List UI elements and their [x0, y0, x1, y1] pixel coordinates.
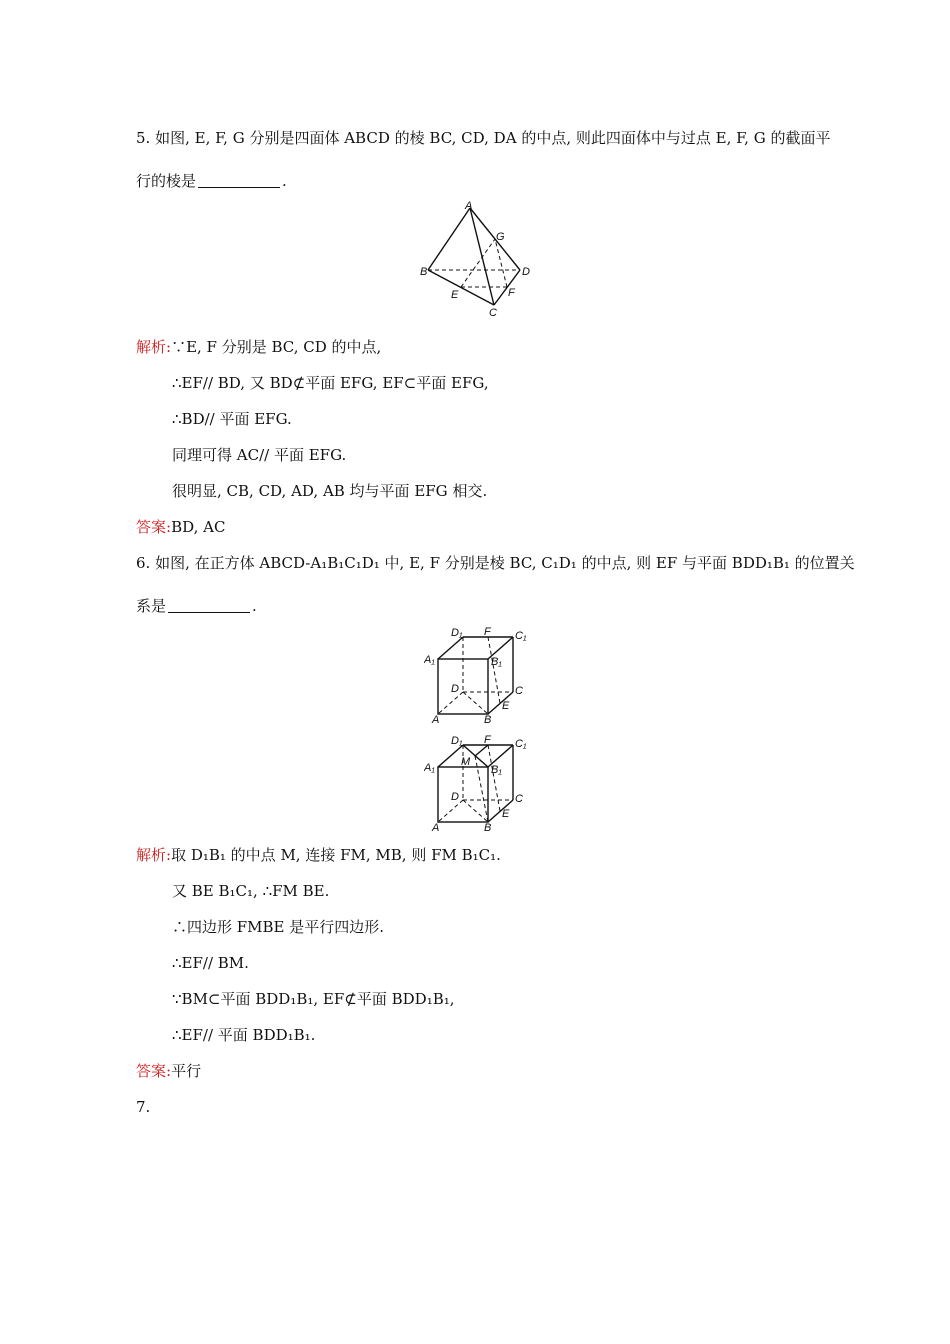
label-E: E	[451, 289, 459, 301]
q5-solution-text: ∵E, F 分别是 BC, CD 的中点,	[171, 338, 382, 356]
q6-solution-line3: ∴四边形 FMBE 是平行四边形.	[172, 918, 385, 936]
label-D: D	[522, 266, 530, 278]
label-B: B	[420, 266, 428, 278]
label-F: F	[484, 626, 491, 638]
q6-cube-figure-1	[424, 622, 534, 730]
label-G: G	[496, 231, 505, 243]
label-D: D	[451, 683, 459, 695]
q6-stem-line1: 6. 如图, 在正方体 ABCD-A₁B₁C₁D₁ 中, E, F 分别是棱 BC, C₁D₁ 的中点, 则 EF 与平面 BDD₁B₁ 的位置关	[136, 554, 855, 572]
q6-answer-label: 答案:	[136, 1062, 172, 1080]
q5-answer-value: BD, AC	[171, 518, 226, 536]
q5-solution-line3: ∴BD// 平面 EFG.	[172, 410, 292, 428]
label-A1: A₁	[424, 762, 435, 774]
label-D: D	[451, 791, 459, 803]
q5-solution-line1	[136, 337, 381, 357]
q6-solution-line4: ∴EF// BM.	[172, 954, 249, 972]
q5-solution-label: 解析:	[136, 338, 172, 356]
q6-solution-text: 取 D₁B₁ 的中点 M, 连接 FM, MB, 则 FM B₁C₁.	[171, 846, 501, 864]
q5-stem-period: .	[282, 172, 287, 190]
q6-stem-line2	[136, 596, 257, 616]
q5-answer-blank	[198, 173, 280, 188]
label-B: B	[484, 714, 492, 726]
q6-solution-line1	[136, 845, 501, 865]
q5-tetrahedron-figure	[418, 198, 534, 324]
label-D1: D₁	[451, 735, 463, 747]
label-C1: C₁	[515, 630, 527, 642]
q5-stem-line2	[136, 171, 287, 191]
q5-stem-text: 行的棱是	[136, 172, 197, 190]
label-A1: A₁	[424, 654, 435, 666]
label-C1: C₁	[515, 738, 527, 750]
q6-solution-line2: 又 BE B₁C₁, ∴FM BE.	[172, 882, 330, 900]
q5-answer-label: 答案:	[136, 518, 172, 536]
q5-solution-line2: ∴EF// BD, 又 BD⊄平面 EFG, EF⊂平面 EFG,	[172, 374, 489, 392]
q6-answer-blank	[168, 598, 250, 613]
label-B1: B₁	[491, 656, 502, 668]
q6-solution-label: 解析:	[136, 846, 172, 864]
q6-stem-period: .	[252, 597, 257, 615]
label-E: E	[502, 808, 510, 820]
label-C: C	[515, 793, 523, 805]
label-F: F	[484, 734, 491, 746]
label-C: C	[515, 685, 523, 697]
q5-answer	[136, 517, 225, 537]
label-E: E	[502, 700, 510, 712]
q5-solution-line4: 同理可得 AC// 平面 EFG.	[172, 446, 347, 464]
q6-cube-figure-2	[424, 730, 534, 840]
q6-solution-line6: ∴EF// 平面 BDD₁B₁.	[172, 1026, 316, 1044]
label-F: F	[508, 287, 515, 299]
label-M: M	[461, 756, 471, 768]
label-A: A	[432, 822, 440, 834]
label-C: C	[489, 307, 497, 319]
label-B1: B₁	[491, 764, 502, 776]
label-A: A	[465, 200, 473, 212]
q6-answer	[136, 1061, 201, 1081]
q6-answer-value: 平行	[171, 1062, 202, 1080]
label-A: A	[432, 714, 440, 726]
label-D1: D₁	[451, 627, 463, 639]
q5-solution-line5: 很明显, CB, CD, AD, AB 均与平面 EFG 相交.	[172, 482, 488, 500]
q5-stem-line1: 5. 如图, E, F, G 分别是四面体 ABCD 的棱 BC, CD, DA 的中点, 则此四面体中与过点 E, F, G 的截面平	[136, 129, 831, 147]
q6-stem-text: 系是	[136, 597, 167, 615]
q7-stem-line1: 7.	[136, 1098, 151, 1116]
label-B: B	[484, 822, 492, 834]
q6-solution-line5: ∵BM⊂平面 BDD₁B₁, EF⊄平面 BDD₁B₁,	[172, 990, 455, 1008]
